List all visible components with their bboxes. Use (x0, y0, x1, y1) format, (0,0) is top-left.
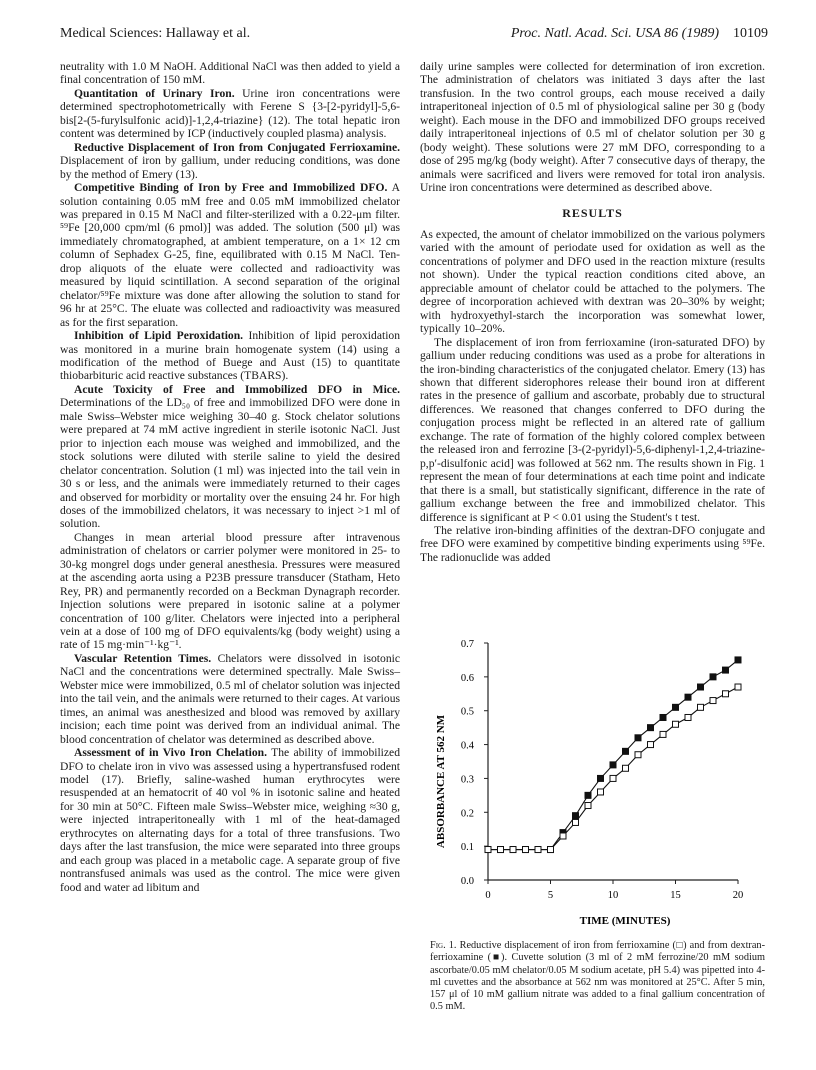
data-point (723, 691, 729, 697)
data-point (485, 847, 491, 853)
absorbance-chart (420, 635, 765, 935)
data-point (710, 698, 716, 704)
running-header (60, 26, 768, 46)
data-point (685, 714, 691, 720)
right-column (420, 60, 765, 564)
paragraph (60, 531, 400, 652)
paragraph (60, 329, 400, 383)
data-point (698, 684, 704, 690)
paragraph-text: Determinations of the LD₅₀ of free and immobilized DFO were done in male Swiss–Webster mice weighing 30–40 g. Stock chelator solutions were prepared at 74 mM active ingredient in sterile isotonic NaCl. Just prior to injection each mouse was weighed and immobilized, and the stock solutions were diluted with sterile saline to yield the desired chelator concentration. Solution (1 ml) was injected into the tail vein in 30 s or less, and the animals were immediately returned to their cages and observed for morbidity or mortality over the ensuing 24 hr. For high doses of the immobilized chelators, it was necessary to inject >1 ml of solution. (60, 396, 400, 531)
paragraph-text: The ability of immobilized DFO to chelate iron in vivo was assessed using a hypertransfused rodent model (17). Briefly, saline-washed human erythrocytes were resuspended at an hematocrit of 40 vol % in isotonic saline and heated for 30 min at 50°C. Fifteen male Swiss–Webster mice, weighing ≈30 g, were injected intraperitoneally with 1 ml of the heat-damaged erythrocytes on alternating days for a total of three transfusions. Two days after the last transfusion, the mice were separated into three groups and each group was placed in a metabolic cage. A separate group of five nontransfused animals was used as the control. The mice were given food and water ad libitum and (60, 746, 400, 894)
data-point (598, 789, 604, 795)
data-point (660, 714, 666, 720)
paragraph-text: The relative iron-binding affinities of the dextran-DFO conjugate and free DFO were examined by competitive binding experiments using ⁵⁹Fe. The radionuclide was added (420, 523, 765, 564)
caption-text: Reductive displacement of iron from ferrioxamine (□) and from dextran-ferrioxamine (■). Cuvette solution (3 ml of 2 mM ferrozine/20 mM sodium ascorbate/0.05 mM chelator/0.05 M sodium acetate, pH 5.4) was pipetted into 4-ml cuvettes and the absorbance at 562 nm was monitored at 25°C. After 5 min, 157 μl of 10 mM gallium nitrate was added to a final gallium concentration of 0.5 mM. (430, 940, 766, 1013)
data-point (735, 684, 741, 690)
page-number: 10109 (733, 26, 768, 41)
data-point (535, 847, 541, 853)
x-tick-label: 0 (485, 890, 491, 901)
paragraph (60, 60, 400, 87)
figure-1 (420, 635, 765, 935)
y-tick-label: 0.1 (460, 842, 474, 854)
paragraph-text: Displacement of iron by gallium, under reducing conditions, was done by the method of Emery (13). (60, 154, 400, 181)
data-point (660, 731, 666, 737)
data-point (735, 657, 741, 663)
paragraph-text: A solution containing 0.05 mM free and 0.05 mM immobilized chelator was prepared in 0.15 M NaCl and filter-sterilized with a 0.22-μm filter. ⁵⁹Fe [20,000 cpm/ml (6 pmol)] was added. The solution (500 μl) was immediately chromatographed, at ambient temperature, on a 1× 12 cm column of Sephadex G-25, fine, equilibrated with 0.15 M NaCl. Ten-drop aliquots of the eluate were collected and radioactivity was measured by liquid scintillation. A second separation of the original chelator/⁵⁹Fe mixture was done after allowing the solution to stand for 96 hr at 25°C. The eluate was collected and radioactivity was measured as for the first separation. (60, 181, 400, 329)
y-tick-label: 0.7 (460, 639, 474, 650)
left-column (60, 60, 400, 894)
header-section-authors: Medical Sciences: Hallaway et al. (60, 26, 251, 41)
paragraph (420, 60, 765, 195)
header-journal-page (511, 26, 768, 42)
data-point (673, 704, 679, 710)
paragraph (420, 336, 765, 524)
results-heading: RESULTS (562, 205, 623, 220)
run-in-heading: Competitive Binding of Iron by Free and Immobilized DFO. (74, 181, 388, 195)
data-point (573, 819, 579, 825)
results-body (420, 228, 765, 564)
y-tick-label: 0.5 (460, 706, 474, 718)
paragraph (420, 228, 765, 336)
caption-label: Fig. 1. (430, 940, 457, 951)
paragraph-text: As expected, the amount of chelator immobilized on the various polymers varied with the amount of periodate used for oxidation as well as the concentrations of polymer and DFO used in the reaction mixture (results not shown). Under the typical reaction conditions cited above, an appreciable amount of chelator could be attached to the polymers. The degree of incorporation achieved with dextran was 20–30% by weight; with hydroxyethyl-starch the incorporation was somewhat lower, typically 10–20%. (420, 227, 765, 336)
paragraph-text: neutrality with 1.0 M NaOH. Additional NaCl was then added to yield a final concentration of 150 mM. (60, 60, 400, 87)
paragraph-text: daily urine samples were collected for determination of iron excretion. The administration of chelators was initiated 3 days after the last transfusion. In the two control groups, each mouse received a daily intraperitoneal injection of 0.5 ml of physiological saline per 30 g (body weight). Each mouse in the DFO and immobilized DFO groups received daily intraperitoneal injections of 0.5 ml of chelator solution per 30 g (body weight). These solutions were 27 mM DFO, corresponding to a dose of 295 mg/kg (body weight). After 7 consecutive days of therapy, the animals were sacrificed and livers were removed for total iron analysis. Urine iron concentrations were determined as described above. (420, 60, 765, 195)
y-tick-label: 0.4 (460, 740, 474, 752)
data-point (585, 792, 591, 798)
paragraph (60, 746, 400, 894)
paragraph-text: Inhibition of lipid peroxidation was monitored in a murine brain homogenate system (14) using a modification of the method of Buege and Aust (15) to quantitate thiobarbituric acid reactive substances (TBARS). (60, 329, 401, 383)
figure-caption (430, 940, 765, 1014)
x-tick-label: 5 (547, 890, 554, 901)
x-axis-label: TIME (MINUTES) (579, 915, 671, 927)
data-point (548, 847, 554, 853)
paragraph (60, 87, 400, 141)
run-in-heading: Reductive Displacement of Iron from Conjugated Ferrioxamine. (74, 140, 400, 154)
y-tick-label: 0.0 (460, 876, 474, 887)
data-point (498, 847, 504, 853)
paragraph (60, 652, 400, 746)
data-point (610, 762, 616, 768)
data-point (573, 813, 579, 819)
run-in-heading: Vascular Retention Times. (74, 651, 212, 665)
data-point (510, 847, 516, 853)
data-point (698, 704, 704, 710)
paragraph (60, 181, 400, 329)
data-point (623, 765, 629, 771)
data-point (723, 667, 729, 673)
x-tick-label: 15 (670, 890, 681, 901)
data-point (635, 752, 641, 758)
header-journal: Proc. Natl. Acad. Sci. USA 86 (1989) (510, 26, 719, 41)
x-tick-label: 10 (607, 890, 619, 901)
data-point (685, 694, 691, 700)
run-in-heading: Acute Toxicity of Free and Immobilized DFO in Mice. (74, 382, 400, 396)
data-point (523, 847, 529, 853)
methods-continued (420, 60, 765, 195)
x-tick-label: 20 (732, 890, 744, 901)
run-in-heading: Quantitation of Urinary Iron. (74, 86, 235, 100)
paragraph-text: Changes in mean arterial blood pressure after intravenous administration of chelators or carrier polymer were monitored in 25- to 30-kg mongrel dogs under general anesthesia. Pressures were measured at the ascending aorta using a P23B pressure transducer (Statham, Heto Rey, PR) and permanently recorded on a Beckman Dynagraph recorder. Injection solutions were prepared in isotonic saline at a polymer concentration of 100 g/liter. Chelators were injected into a peripheral vein at a dose of 100 mg of DFO equivalents/kg (body weight) using a rate of 15 mg·min⁻¹·kg⁻¹. (60, 530, 400, 652)
paragraph (60, 383, 400, 531)
y-tick-label: 0.3 (460, 774, 474, 786)
data-point (635, 735, 641, 741)
data-point (710, 674, 716, 680)
y-tick-label: 0.2 (460, 808, 474, 820)
data-point (673, 721, 679, 727)
run-in-heading: Assessment of in Vivo Iron Chelation. (74, 746, 268, 760)
data-point (585, 803, 591, 809)
paragraph-text: Chelators were dissolved in isotonic NaCl and the concentrations were determined spectrally. Male Swiss–Webster mice were immobilized, 0.5 ml of chelator solution was injected into the tail vein, and the animals were returned to their cages. At various times, an animal was anesthesized and blood was removed by axillary incision; each time point was derived from an individual animal. The blood concentration of chelator was determined as described above. (60, 651, 400, 746)
data-point (560, 833, 566, 839)
paragraph (60, 141, 400, 181)
paragraph (420, 524, 765, 564)
paragraph-text: The displacement of iron from ferrioxamine (iron-saturated DFO) by gallium under reducing conditions was used as a probe for alterations in the iron-binding characteristics of the conjugated chelator. Emery (13) has shown that different siderophores release their bound iron at different rates in the presence of gallium and ascorbate, probably due to structural differences. We reasoned that changes conferred to DFO during the conjugation process might be reflected in an altered rate of gallium exchange. The rate of formation of the highly colored complex between the released iron and ferrozine [3-(2-pyridyl)-5,6-diphenyl-1,2,4-triazine-p,p′-disulfonic acid] was followed at 562 nm. The results shown in Fig. 1 represent the mean of four determinations at each time point and indicate that there is a small, but statistically significant, difference in the rate of gallium exchange between the free and immobilized chelator. This difference is significant at P < 0.01 using the Student's t test. (420, 335, 765, 524)
y-axis-label: ABSORBANCE AT 562 NM (435, 714, 447, 849)
data-point (648, 742, 654, 748)
run-in-heading: Inhibition of Lipid Peroxidation. (74, 329, 244, 343)
data-point (598, 775, 604, 781)
y-tick-label: 0.6 (460, 672, 474, 684)
data-point (623, 748, 629, 754)
paragraph-text: Urine iron concentrations were determined spectrophotometrically with Ferene S {3-[2-pyridyl]-5,6-bis[2-(5-furylsulfonic acid)]-1,2,4-triazine} (12). The total hepatic iron content was determined by ICP (inductively coupled plasma) analysis. (60, 86, 401, 141)
data-point (610, 775, 616, 781)
data-point (648, 725, 654, 731)
